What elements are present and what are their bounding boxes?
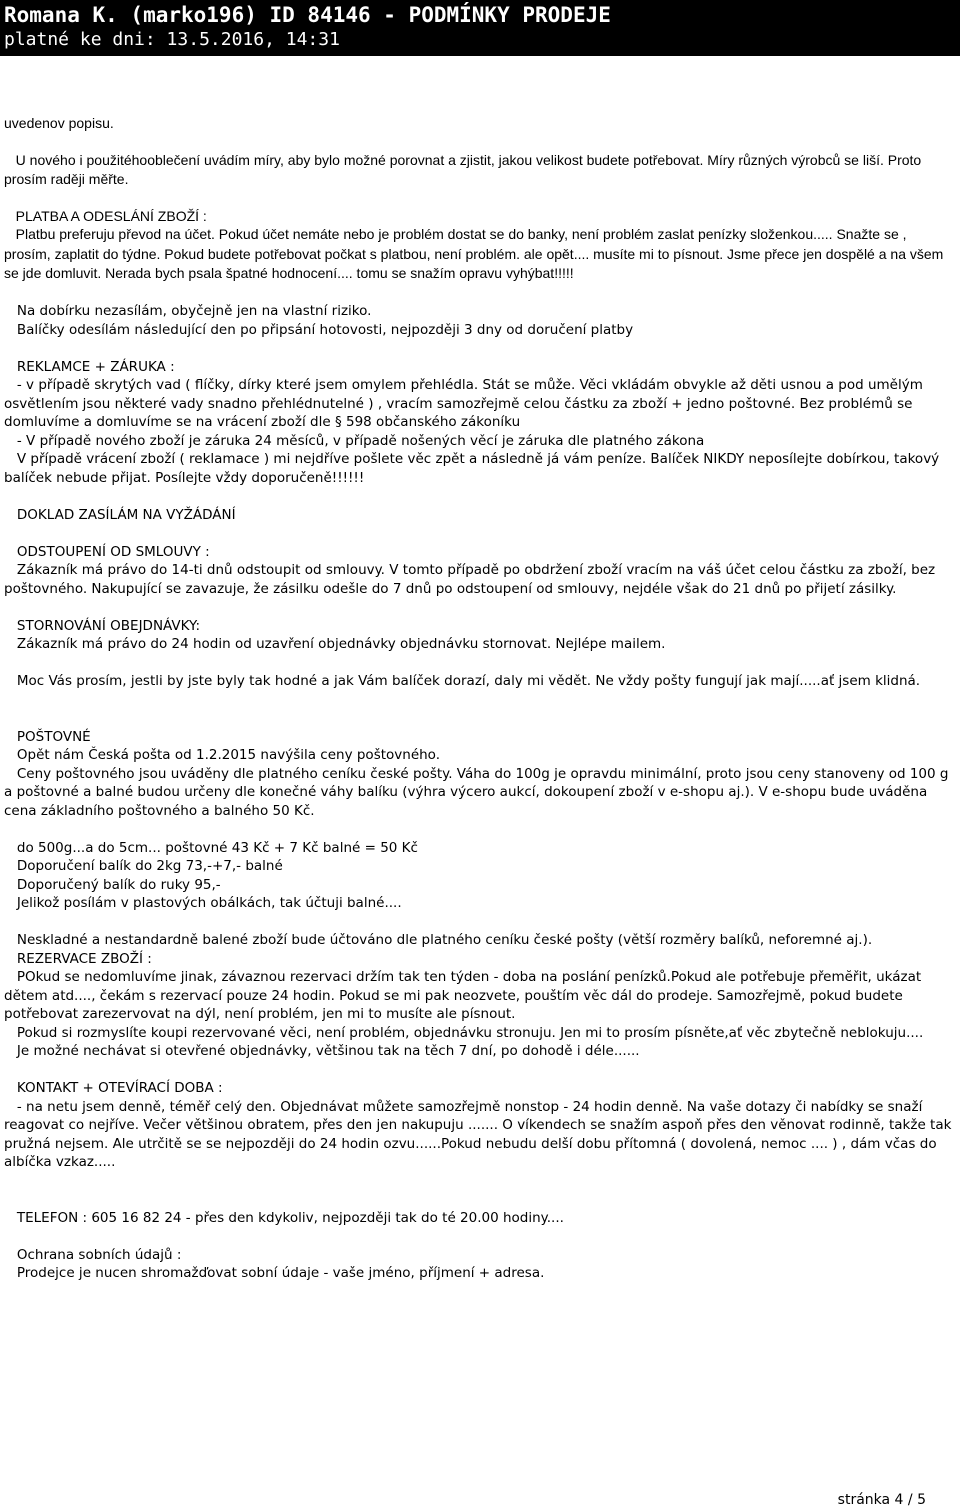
paragraph-cod: Na dobírku nezasílám, obyčejně jen na vlastní riziko. <box>4 303 372 319</box>
paragraph-oversize: Neskladné a nestandardně balené zboží bude účtováno dle platného ceníku české pošty (větší rozměry balíků, neforemné aj.). <box>4 932 873 948</box>
paragraph-postage-increase: Opět nám Česká pošta od 1.2.2015 navýšila ceny poštovného. <box>4 747 440 763</box>
document-header <box>0 0 960 56</box>
heading-receipt: DOKLAD ZASÍLÁM NA VYŽÁDÁNÍ <box>4 506 236 523</box>
heading-reservation: REZERVACE ZBOŽÍ : <box>4 950 152 967</box>
postage-line-500g: do 500g...a do 5cm... poštovné 43 Kč + 7 Kč balné = 50 Kč <box>4 839 418 856</box>
paragraph-intro: uvedenov popisu. <box>4 115 114 131</box>
document-body <box>4 114 956 1283</box>
postage-line-2kg: Doporučení balík do 2kg 73,-+7,- balné <box>4 858 283 874</box>
heading-complaints: REKLAMCE + ZÁRUKA : <box>4 358 175 375</box>
postage-line-packing: Jelikož posílám v plastových obálkách, tak účtuji balné.... <box>4 895 402 911</box>
paragraph-contact: - na netu jsem denně, téměř celý den. Objednávat můžete samozřejmě nonstop - 24 hodin denně. Na vaše dotazy či nabídky se snaží reagovat co nejříve. Večer většinou obratem, přes den jen nakupuju ....... O víkendech se snažím aspoň přes den věnovat rodinně, takže tak pružná nejsem. Ale utrčitě se se nejpozději do 24 hodin ozvu......Pokud nebudu delší dobu přítomná ( dovolená, nemoc .... ) , dám včas do albíčka vzkaz..... <box>4 1098 956 1170</box>
paragraph-warranty: - V případě nového zboží je záruka 24 měsíců, v případě nošených věcí je záruka dle platného zákona <box>4 432 705 449</box>
paragraph-withdrawal: Zákazník má právo do 14-ti dnů odstoupit od smlouvy. V tomto případě po obdržení zboží vracím na váš účet celou částku za zboží, bez poštovného. Nakupující se zavazuje, že zásilku odešle do 7 dnů po odstoupení od smlouvy, nejdéle však do 21 dnů po přijetí zásilky. <box>4 562 940 597</box>
heading-privacy: Ochrana sobních údajů : <box>4 1246 182 1263</box>
heading-contact: KONTAKT + OTEVÍRACÍ DOBA : <box>4 1080 223 1096</box>
document-title: Romana K. (marko196) ID 84146 - PODMÍNKY PRODEJE <box>4 3 611 27</box>
document-date: platné ke dni: 13.5.2016, 14:31 <box>4 29 340 50</box>
paragraph-cancellation: Zákazník má právo do 24 hodin od uzavření objednávky objednávku stornovat. Nejlépe mailem. <box>4 636 666 652</box>
heading-payment: PLATBA A ODESLÁNÍ ZBOŽÍ : <box>4 207 207 224</box>
page-number: stránka 4 / 5 <box>837 1492 926 1508</box>
paragraph-phone: TELEFON : 605 16 82 24 - přes den kdykoliv, nejpozději tak do té 20.00 hodiny.... <box>4 1209 564 1226</box>
paragraph-reservation: POkud se nedomluvíme jinak, závaznou rezervaci držím tak ten týden - doba na poslání penízků.Pokud ale potřebuje přemĕřit, ukázat dětem atd...., čekám s rezervací pouze 24 hodin. Pokud se mi pak neozvete, pouštím věc dál do prodeje. Samozřejmě, pokud budete potřebovat zarezervovat na dýl, není problém, jen mi to musíte ale písnout. <box>4 969 926 1022</box>
paragraph-shipping-time: Balíčky odesílám následující den po připsání hotovosti, nejpozději 3 dny od doručení platby <box>4 321 634 338</box>
paragraph-returns: V případě vrácení zboží ( reklamace ) mi nejdříve pošlete věc zpět a následně já vám peníze. Balíček NIKDY neposílejte dobírkou, takový balíček nebude přijat. Posílejte vždy doporučeně!!!!!! <box>4 451 944 486</box>
paragraph-open-orders: Je možné nechávat si otevřené objednávky, většinou tak na těch 7 dní, po dohodě i déle...... <box>4 1043 640 1059</box>
postage-line-hand: Doporučený balík do ruky 95,- <box>4 876 221 893</box>
paragraph-reservation-cancel: Pokud si rozmyslíte koupi rezervované věci, není problém, objednávku stronuju. Jen mi to prosím písněte,ať věc zbytečně neblokuju.... <box>4 1024 924 1041</box>
paragraph-payment <box>4 225 956 284</box>
heading-postage: POŠTOVNÉ <box>4 728 91 745</box>
heading-cancellation: STORNOVÁNÍ OBEJDNÁVKY: <box>4 617 201 634</box>
paragraph-measurements: U nového i použitéhooblečení uvádím míry, aby bylo možné porovnat a zjistit, jakou velikost budete potřebovat. Míry různých výrobců se liší. Proto prosím raději měřte. <box>4 152 926 187</box>
paragraph-request: Moc Vás prosím, jestli by jste byly tak hodné a jak Vám balíček dorazí, daly mi vědět. Ne vždy pošty fungují jak mají.....ať jsem klidná. <box>4 673 921 689</box>
paragraph-payment-text: Platbu preferuju převod na účet. Pokud účet nemáte nebo je problém dostat se do banky, není problém zaslat penízky složenkou..... Snažte se , prosím, zaplatit do týdne. Pokud budete potřebovat počkat s platbou, není problém. ale opět.... musíte mi to písnout. Jsme přece jen dospělé a na všem se jde domluvit. Nerada bych psala špatné hodnocení.... tomu se snažím opravu vyhýbat!!!!! <box>4 226 948 281</box>
paragraph-hidden-defects: - v případě skrytých vad ( flíčky, dírky které jsem omylem přehlédla. Stát se může. Věci vkládám obvykle až děti usnou a pod umělým osvětlením jsou některé vady snadno přehlédnutelné ) , vracím samozřejmě celou částku za zboží + jedno poštovné. Bez problémů se domluvíme a domluvíme se na vrácení zboží dle § 598 občanského zákoníku <box>4 377 928 430</box>
paragraph-privacy: Prodejce je nucen shromažďovat sobní údaje - vaše jméno, příjmení + adresa. <box>4 1265 545 1281</box>
paragraph-postage-rates: Ceny poštovného jsou uváděny dle platného ceníku české pošty. Váha do 100g je opravdu minimální, proto jsou ceny stanoveny od 100 g a poštovné a balné budou určeny dle konečné váhy balíku (výhra výcero aukcí, dokoupení zboží v e-shopu aj.). V e-shopu bude uváděna cena základního poštovného a balného 50 Kč. <box>4 765 953 819</box>
heading-withdrawal: ODSTOUPENÍ OD SMLOUVY : <box>4 543 210 560</box>
